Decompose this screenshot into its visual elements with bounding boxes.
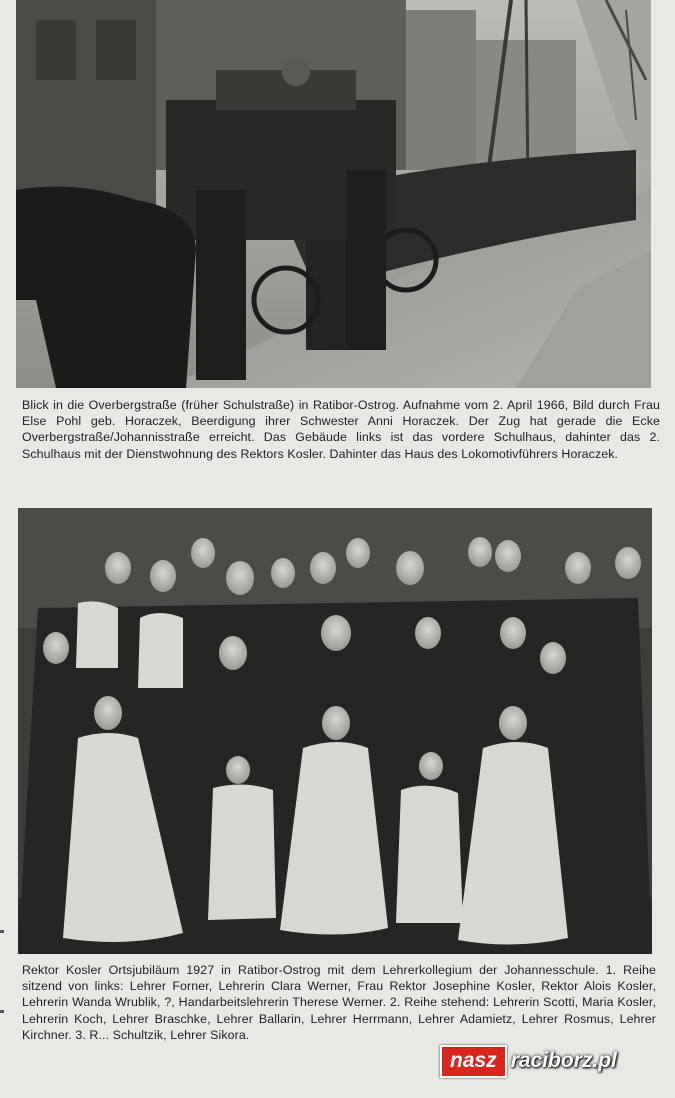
- funeral-procession-photo: [16, 0, 651, 388]
- photo1-caption: Blick in die Overbergstraße (früher Schulstraße) in Ratibor-Ostrog. Aufnahme vom 2. April 1966, Bild durch Frau Else Pohl geb. Horaczek, Beerdigung ihrer Schwester Anni Horaczek. Der Zug hat gerade die Ecke Overbergstraße/Johannisstraße erreicht. Das Gebäude links ist das vordere Schulhaus, dahinter das 2. Schulhaus mit der Dienstwohnung des Rektors Kosler. Dahinter das Haus des Lokomotivführers Horaczek.: [22, 398, 660, 461]
- watermark-raciborz: raciborz.pl: [510, 1049, 617, 1072]
- photo2-caption: Rektor Kosler Ortsjubiläum 1927 in Ratibor-Ostrog mit dem Lehrerkollegium der Johannesschule. 1. Reihe sitzend von links: Lehrer Forner, Lehrerin Clara Werner, Frau Rektor Josephine Kosler, Rektor Alois Kosler, Lehrerin Wanda Wrublik, ?, Handarbeitslehrerin Therese Werner. 2. Reihe stehend: Lehrerin Scotti, Maria Kosler, Lehrerin Koch, Lehrer Braschke, Lehrer Ballarin, Lehrer Herrmann, Lehrer Adamietz, Lehrer Rosmus, Lehrer Kirchner. 3. R... Schultzik, Lehrer Sikora.: [22, 963, 656, 1042]
- naszraciborz-watermark-logo: [440, 1044, 660, 1078]
- scan-mark: [0, 930, 4, 933]
- watermark-nasz: nasz: [440, 1045, 507, 1078]
- teachers-group-photo: [18, 508, 652, 954]
- scan-mark: [0, 1010, 4, 1013]
